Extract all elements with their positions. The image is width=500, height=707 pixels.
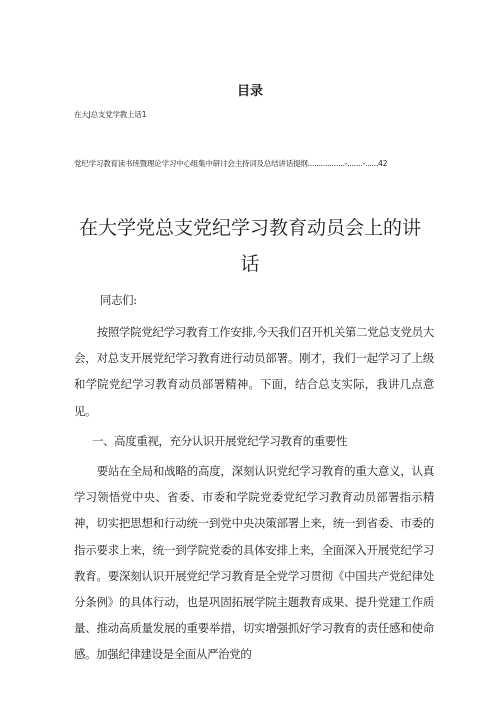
body-paragraph: 要站在全局和战略的高度，深刻认识党纪学习教育的重大意义，认真学习领悟党中央、省委、市委和学院党委党纪学习教育动员部署指示精神，切实把思想和行动统一到党中央决策部署上来，统一到省委、市委的指示要求上来，统一到学院党委的具体安排上来，全面深入开展党纪学习教育。要深刻认识开展党纪学习教育是全党学习贯彻《中国共产党纪律处分条例》的具体行动，也是巩固拓展学院主题教育成果、提升党建工作质量、推动高质量发展的重要举措，切实增强抓好学习教育的责任感和使命感。加强纪律建设是全面从严治党的 [74,464,434,662]
toc-entry[interactable]: 党纪学习教育读书班暨理论学习中心组集中研讨会主持词及总结讲话提纲.................-.......-......42 [74,159,388,168]
toc-title: 目录 [236,84,263,99]
body-paragraph: 按照学院党纪学习教育工作安排,今天我们召开机关第二党总支党员大会，对总支开展党纪学习教育进行动员部署。刚才，我们一起学习了上级和学院党纪学习教育动员部署精神。下面，结合总支实际，我讲几点意见。 [74,325,434,418]
document-title: 在大学党总支党纪学习教育动员会上的讲话 [78,217,421,275]
greeting: 同志们: [100,293,137,307]
toc-entry[interactable]: 在大J总支党学教上话1 [74,110,147,119]
section-heading: 一、高度重视，充分认识开展党纪学习教育的重要性 [92,434,348,448]
